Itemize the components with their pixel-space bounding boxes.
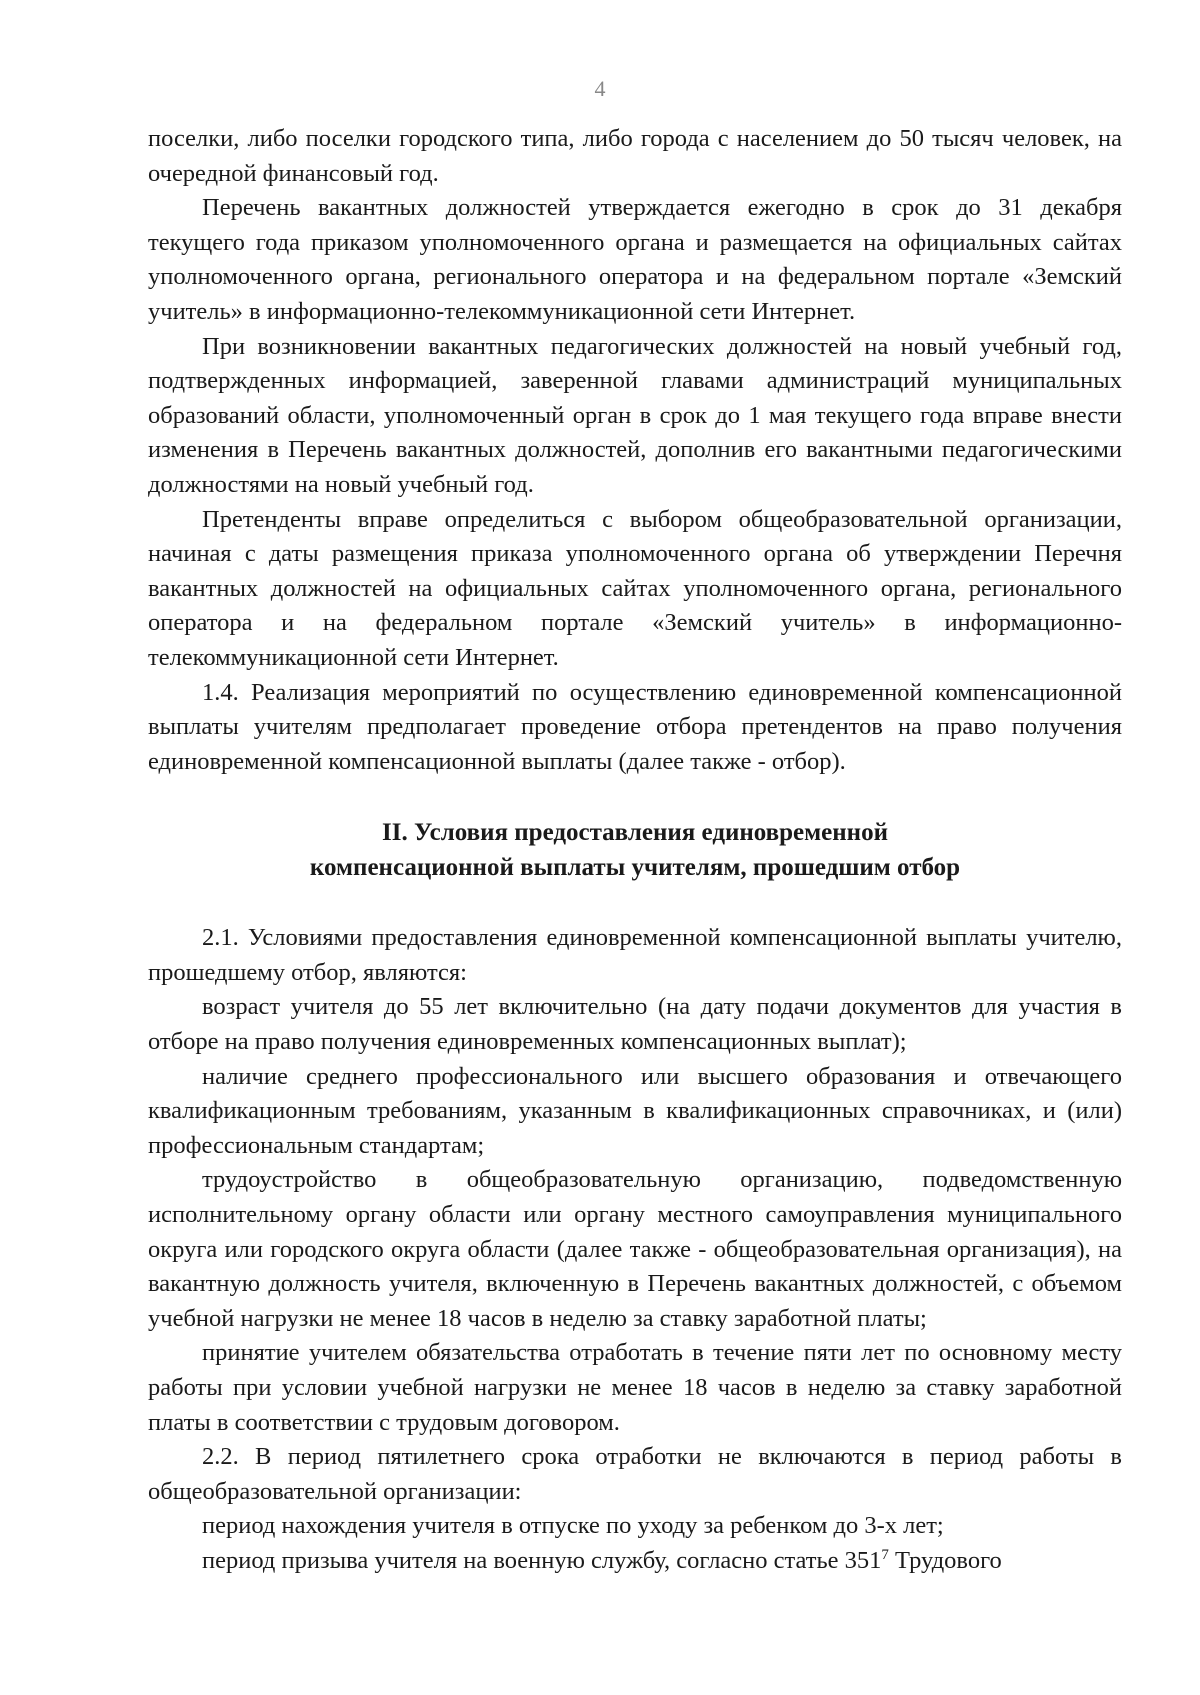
- paragraph-2-1: 2.1. Условиями предоставления единовременной компенсационной выплаты учителю, прошедшему отбор, являются:: [148, 924, 1122, 986]
- paragraph: Перечень вакантных должностей утверждается ежегодно в срок до 31 декабря текущего года приказом уполномоченного органа и размещается на официальных сайтах уполномоченного органа, регионального оператора и на федеральном портале «Земский учитель» в информационно-телекоммуникационной сети Интернет.: [148, 194, 1122, 325]
- paragraph: При возникновении вакантных педагогических должностей на новый учебный год, подтвержденных информацией, заверенной главами администраций муниципальных образований области, уполномоченный орган в срок до 1 мая текущего года вправе внести изменения в Перечень вакантных должностей, дополнив его вакантными педагогическими должностями на новый учебный год.: [148, 332, 1122, 498]
- exclusion-military-text: период призыва учителя на военную службу, согласно статье 351: [202, 1546, 882, 1574]
- article-superscript: 7: [881, 1546, 889, 1563]
- condition-age: возраст учителя до 55 лет включительно (на дату подачи документов для участия в отборе на право получения единовременных компенсационных выплат);: [148, 993, 1122, 1056]
- section-heading: [148, 815, 1122, 885]
- exclusion-parental-leave: период нахождения учителя в отпуске по уходу за ребенком до 3-х лет;: [202, 1512, 944, 1540]
- paragraph-1-4: 1.4. Реализация мероприятий по осуществлению единовременной компенсационной выплаты учителям предполагает проведение отбора претендентов на право получения единовременной компенсационной выплаты (далее также - отбор).: [148, 678, 1122, 775]
- condition-education: наличие среднего профессионального или высшего образования и отвечающего квалификационным требованиям, указанным в квалификационных справочниках, и (или) профессиональным стандартам;: [148, 1062, 1122, 1159]
- paragraph: Претенденты вправе определиться с выбором общеобразовательной организации, начиная с даты размещения приказа уполномоченного органа об утверждении Перечня вакантных должностей на официальных сайтах уполномоченного органа, регионального оператора и на федеральном портале «Земский учитель» в информационно-телекоммуникационной сети Интернет.: [148, 505, 1122, 671]
- exclusion-military-text-end: Трудового: [888, 1546, 1002, 1574]
- exclusion-military-service: [148, 1544, 1122, 1579]
- condition-obligation: принятие учителем обязательства отработать в течение пяти лет по основному месту работы при условии учебной нагрузки не менее 18 часов в неделю за ставку заработной платы в соответствии с трудовым договором.: [148, 1339, 1122, 1436]
- section-heading-line-1: II. Условия предоставления единовременной: [381, 819, 888, 847]
- paragraph-continuation: поселки, либо поселки городского типа, либо города с населением до 50 тысяч человек, на очередной финансовый год.: [148, 125, 1122, 187]
- page-number: 4: [594, 76, 606, 101]
- paragraph-2-2: 2.2. В период пятилетнего срока отработки не включаются в период работы в общеобразовательной организации:: [148, 1443, 1122, 1505]
- section-heading-line-2: компенсационной выплаты учителям, прошедшим отбор: [309, 854, 961, 882]
- document-body: [148, 122, 1122, 1579]
- condition-employment: трудоустройство в общеобразовательную организацию, подведомственную исполнительному органу области или органу местного самоуправления муниципального округа или городского округа области (далее также - общеобразовательная организация), на вакантную должность учителя, включенную в Перечень вакантных должностей, с объемом учебной нагрузки не менее 18 часов в неделю за ставку заработной платы;: [148, 1166, 1122, 1332]
